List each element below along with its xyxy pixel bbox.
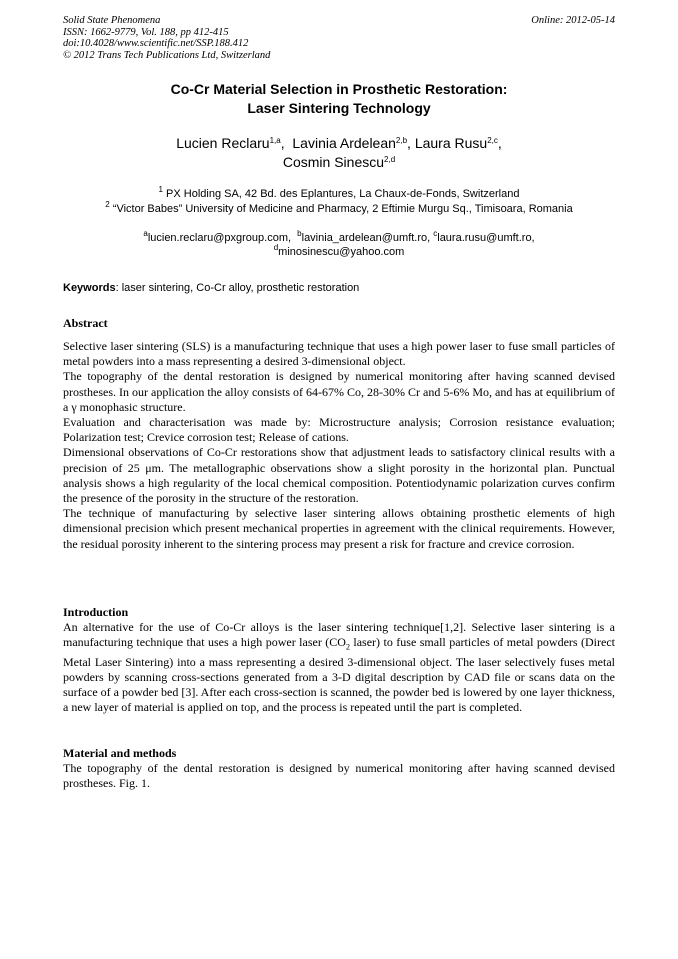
title-line-1: Co-Cr Material Selection in Prosthetic Restoration: [170, 81, 508, 97]
co2-subscript: 2 [345, 642, 350, 652]
author-separator: , [497, 135, 502, 151]
author-separator: , [280, 135, 293, 151]
email-sup: a [143, 229, 148, 238]
author-affil-sup: 2,c [487, 136, 498, 145]
doi-line[interactable]: doi:10.4028/www.scientific.net/SSP.188.412 [63, 38, 249, 49]
affiliation-text: PX Holding SA, 42 Bd. des Eplantures, La Chaux-de-Fonds, Switzerland [162, 188, 520, 200]
abstract-paragraph: Dimensional observations of Co-Cr restorations show that adjustment leads to satisfactory clinical results with a precision of 25 μm. The metallographic observations show a slight porosity in the horizontal plan. Punctual analysis shows a high regularity of the local chemical composition. Potentiodynamic polarization curves confirm the presence of the porosity in the structure of the restoration. [63, 445, 615, 506]
author-name: Lucien Reclaru [176, 135, 270, 151]
author-emails [63, 231, 615, 259]
email-sup: d [273, 243, 279, 252]
online-date: Online: 2012-05-14 [531, 15, 615, 26]
author-affil-sup: 2,d [384, 155, 396, 164]
journal-name: Solid State Phenomena [63, 15, 161, 26]
methods-section [63, 746, 615, 791]
intro-text-part-2: laser) to fuse small particles of metal powders (Direct Metal Laser Sintering) into a mass representing a desired 3-dimensional object. The laser selectively fuses metal powders by scanning cross-sections generated from a 3-D digital description by CAD file or scans data on the surface of a powder bed [3]. After each cross-section is scanned, the powder bed is lowered by one layer thickness, a new layer of material is applied on top, and the process is repeated until the part is completed. [63, 635, 615, 715]
copyright-line: © 2012 Trans Tech Publications Ltd, Switzerland [63, 49, 271, 61]
abstract-section [63, 316, 615, 552]
author-line-2 [63, 153, 615, 172]
email-line-1 [63, 231, 615, 245]
email-sup: b [297, 229, 302, 238]
email-link[interactable]: lucien.reclaru@pxgroup.com, [147, 232, 295, 244]
author-name: Cosmin Sinescu [282, 154, 385, 170]
abstract-paragraph: Evaluation and characterisation was made by: Microstructure analysis; Corrosion resistance evaluation; Polarization test; Crevice corrosion test; Release of cations. [63, 415, 615, 445]
methods-paragraph: The topography of the dental restoration is designed by numerical monitoring after having scanned devised prostheses. Fig. 1. [63, 761, 615, 791]
author-line-1 [63, 134, 615, 153]
affiliation-sup: 1 [158, 185, 163, 194]
affiliation-text: “Victor Babes” University of Medicine and Pharmacy, 2 Eftimie Murgu Sq., Timisoara, Romania [109, 203, 573, 215]
author-affil-sup: 2,b [395, 136, 408, 145]
affiliation-sup: 2 [105, 200, 110, 209]
author-name: Lavinia Ardelean [292, 135, 396, 151]
email-link[interactable]: laura.rusu@umft.ro, [437, 232, 535, 244]
email-line-2 [63, 245, 615, 259]
author-name: Laura Rusu [414, 135, 488, 151]
paper-title [63, 80, 615, 118]
intro-text-part-1: An alternative for the use of Co-Cr alloys is the laser sintering technique[1,2]. Selective laser sintering is a manufacturing technique that uses a high power laser (CO [63, 620, 615, 650]
keywords-label: Keywords [63, 282, 116, 294]
affiliation-item [40, 187, 638, 202]
affiliations [40, 187, 638, 217]
abstract-paragraph: The technique of manufacturing by selective laser sintering allows obtaining prosthetic elements of high dimensional precision which present mechanical properties in agreement with the clinical requirements. However, the residual porosity inherent to the sintering process may present a risk for fracture and crevice corrosion. [63, 506, 615, 551]
keywords [63, 281, 615, 295]
email-link[interactable]: minosinescu@yahoo.com [278, 246, 405, 258]
methods-heading: Material and methods [63, 746, 177, 760]
issn-line: ISSN: 1662-9779, Vol. 188, pp 412-415 [63, 26, 229, 38]
introduction-section [63, 605, 615, 716]
introduction-heading: Introduction [63, 605, 129, 619]
author-separator: , [407, 135, 415, 151]
journal-header [63, 15, 615, 61]
email-sup: c [433, 229, 438, 238]
author-affil-sup: 1,a [269, 136, 281, 145]
email-link[interactable]: lavinia_ardelean@umft.ro, [301, 232, 434, 244]
introduction-paragraph [63, 620, 615, 716]
author-list [63, 134, 615, 172]
title-line-2: Laser Sintering Technology [247, 100, 431, 116]
affiliation-item [40, 202, 638, 217]
abstract-heading: Abstract [63, 316, 108, 330]
keywords-text: : laser sintering, Co-Cr alloy, prosthetic restoration [115, 282, 360, 294]
abstract-paragraph: Selective laser sintering (SLS) is a manufacturing technique that uses a high power laser to fuse small particles of metal powders into a mass representing a desired 3-dimensional object. [63, 339, 615, 369]
abstract-paragraph: The topography of the dental restoration is designed by numerical monitoring after having scanned devised prostheses. In our application the alloy consists of 64-67% Co, 28-30% Cr and 5-6% Mo, and has at equilibrium of a γ monophasic structure. [63, 369, 615, 414]
